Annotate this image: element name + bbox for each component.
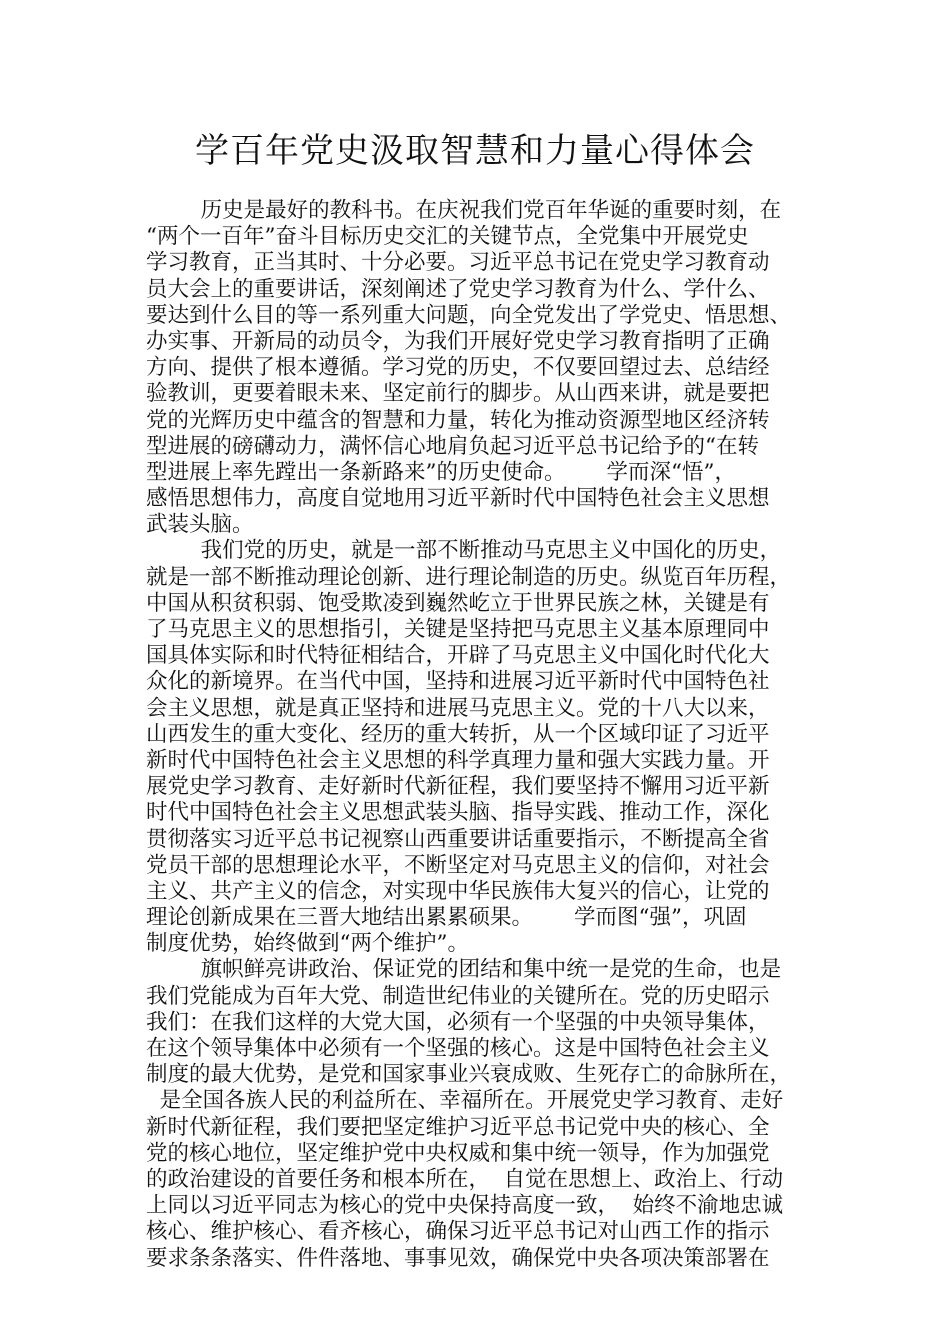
body-line: 贯彻落实习近平总书记视察山西重要讲话重要指示，不断提高全省 [146,826,770,852]
body-line: 在这个领导集体中必须有一个坚强的核心。这是中国特色社会主义 [146,1036,770,1061]
body-line: 核心、维护核心、看齐核心，确保习近平总书记对山西工作的指示 [146,1219,770,1245]
body-line: 新时代中国特色社会主义思想的科学真理力量和强大实践力量。开 [146,747,770,773]
body-line: “两个一百年”奋斗目标历史交汇的关键节点，全党集中开展党史 [146,224,749,250]
body-line: 会主义思想，就是真正坚持和进展马克思主义。党的十八大以来， [146,695,770,721]
body-line: 学习教育，正当其时、十分必要。习近平总书记在党史学习教育动 [146,250,770,276]
body-line: 要求条条落实、件件落地、事事见效，确保党中央各项决策部署在 [146,1245,770,1271]
body-line: 制度的最大优势，是党和国家事业兴衰成败、生死存亡的命脉所在， [146,1062,792,1088]
body-line: 党员干部的思想理论水平，不断坚定对马克思主义的信仰，对社会 [146,852,770,878]
body-line: 国具体实际和时代特征相结合，开辟了马克思主义中国化时代化大 [146,643,770,669]
body-line: 党的光辉历史中蕴含的智慧和力量，转化为推动资源型地区经济转 [146,407,770,433]
body-line: 旗帜鲜亮讲政治、保证党的团结和集中统一是党的生命，也是 [146,957,782,983]
body-line: 上同以习近平同志为核心的党中央保持高度一致， 始终不渝地忠诚 [146,1193,784,1219]
body-line: 主义、共产主义的信念，对实现中华民族伟大复兴的信心，让党的 [146,878,770,904]
body-line: 制度优势，始终做到“两个维护”。 [146,931,469,957]
body-line: 要达到什么目的等一系列重大问题，向全党发出了学党史、悟思想、 [146,302,792,328]
body-line: 我们党能成为百年大党、制造世纪伟业的关键所在。党的历史昭示 [146,983,770,1009]
body-line: 是全国各族人民的利益所在、幸福所在。开展党史学习教育、走好 [146,1088,784,1114]
body-line: 型进展上率先蹚出一条新路来”的历史使命。 学而深“悟”， [146,459,736,485]
body-line: 党的核心地位，坚定维护党中央权威和集中统一领导，作为加强党 [146,1140,770,1166]
body-line: 就是一部不断推动理论创新、进行理论制造的历史。纵览百年历程， [146,564,792,590]
body-line: 我们党的历史，就是一部不断推动马克思主义中国化的历史， [146,538,782,564]
body-line: 时代中国特色社会主义思想武装头脑、指导实践、推动工作，深化 [146,800,770,826]
body-line: 山西发生的重大变化、经历的重大转折，从一个区域印证了习近平 [146,721,770,747]
body-line: 验教训，更要着眼未来、坚定前行的脚步。从山西来讲，就是要把 [146,381,770,407]
body-line: 中国从积贫积弱、饱受欺凌到巍然屹立于世界民族之林，关键是有 [146,590,770,616]
body-line: 员大会上的重要讲话，深刻阐述了党史学习教育为什么、学什么、 [146,276,770,302]
body-line: 众化的新境界。在当代中国，坚持和进展习近平新时代中国特色社 [146,669,770,695]
body-line: 方向、提供了根本遵循。学习党的历史，不仅要回望过去、总结经 [146,355,770,381]
body-line: 展党史学习教育、走好新时代新征程，我们要坚持不懈用习近平新 [146,774,770,800]
body-line: 的政治建设的首要任务和根本所在， 自觉在思想上、政治上、行动 [146,1166,784,1192]
body-line: 理论创新成果在三晋大地结出累累硕果。 学而图“强”，巩固 [146,905,747,931]
body-line: 型进展的磅礴动力，满怀信心地肩负起习近平总书记给予的“在转 [146,433,759,459]
document-title: 学百年党史汲取智慧和力量心得体会 [195,131,755,171]
body-line: 历史是最好的教科书。在庆祝我们党百年华诞的重要时刻，在 [146,198,782,223]
body-line: 办实事、开新局的动员令，为我们开展好党史学习教育指明了正确 [146,328,770,354]
document-body [146,198,818,1272]
body-line: 感悟思想伟力，高度自觉地用习近平新时代中国特色社会主义思想 [146,486,770,512]
body-line: 了马克思主义的思想指引，关键是坚持把马克思主义基本原理同中 [146,617,770,642]
body-line: 武装头脑。 [146,512,254,538]
body-line: 我们：在我们这样的大党大国，必须有一个坚强的中央领导集体， [146,1009,770,1035]
body-line: 新时代新征程，我们要把坚定维护习近平总书记党中央的核心、全 [146,1114,770,1140]
